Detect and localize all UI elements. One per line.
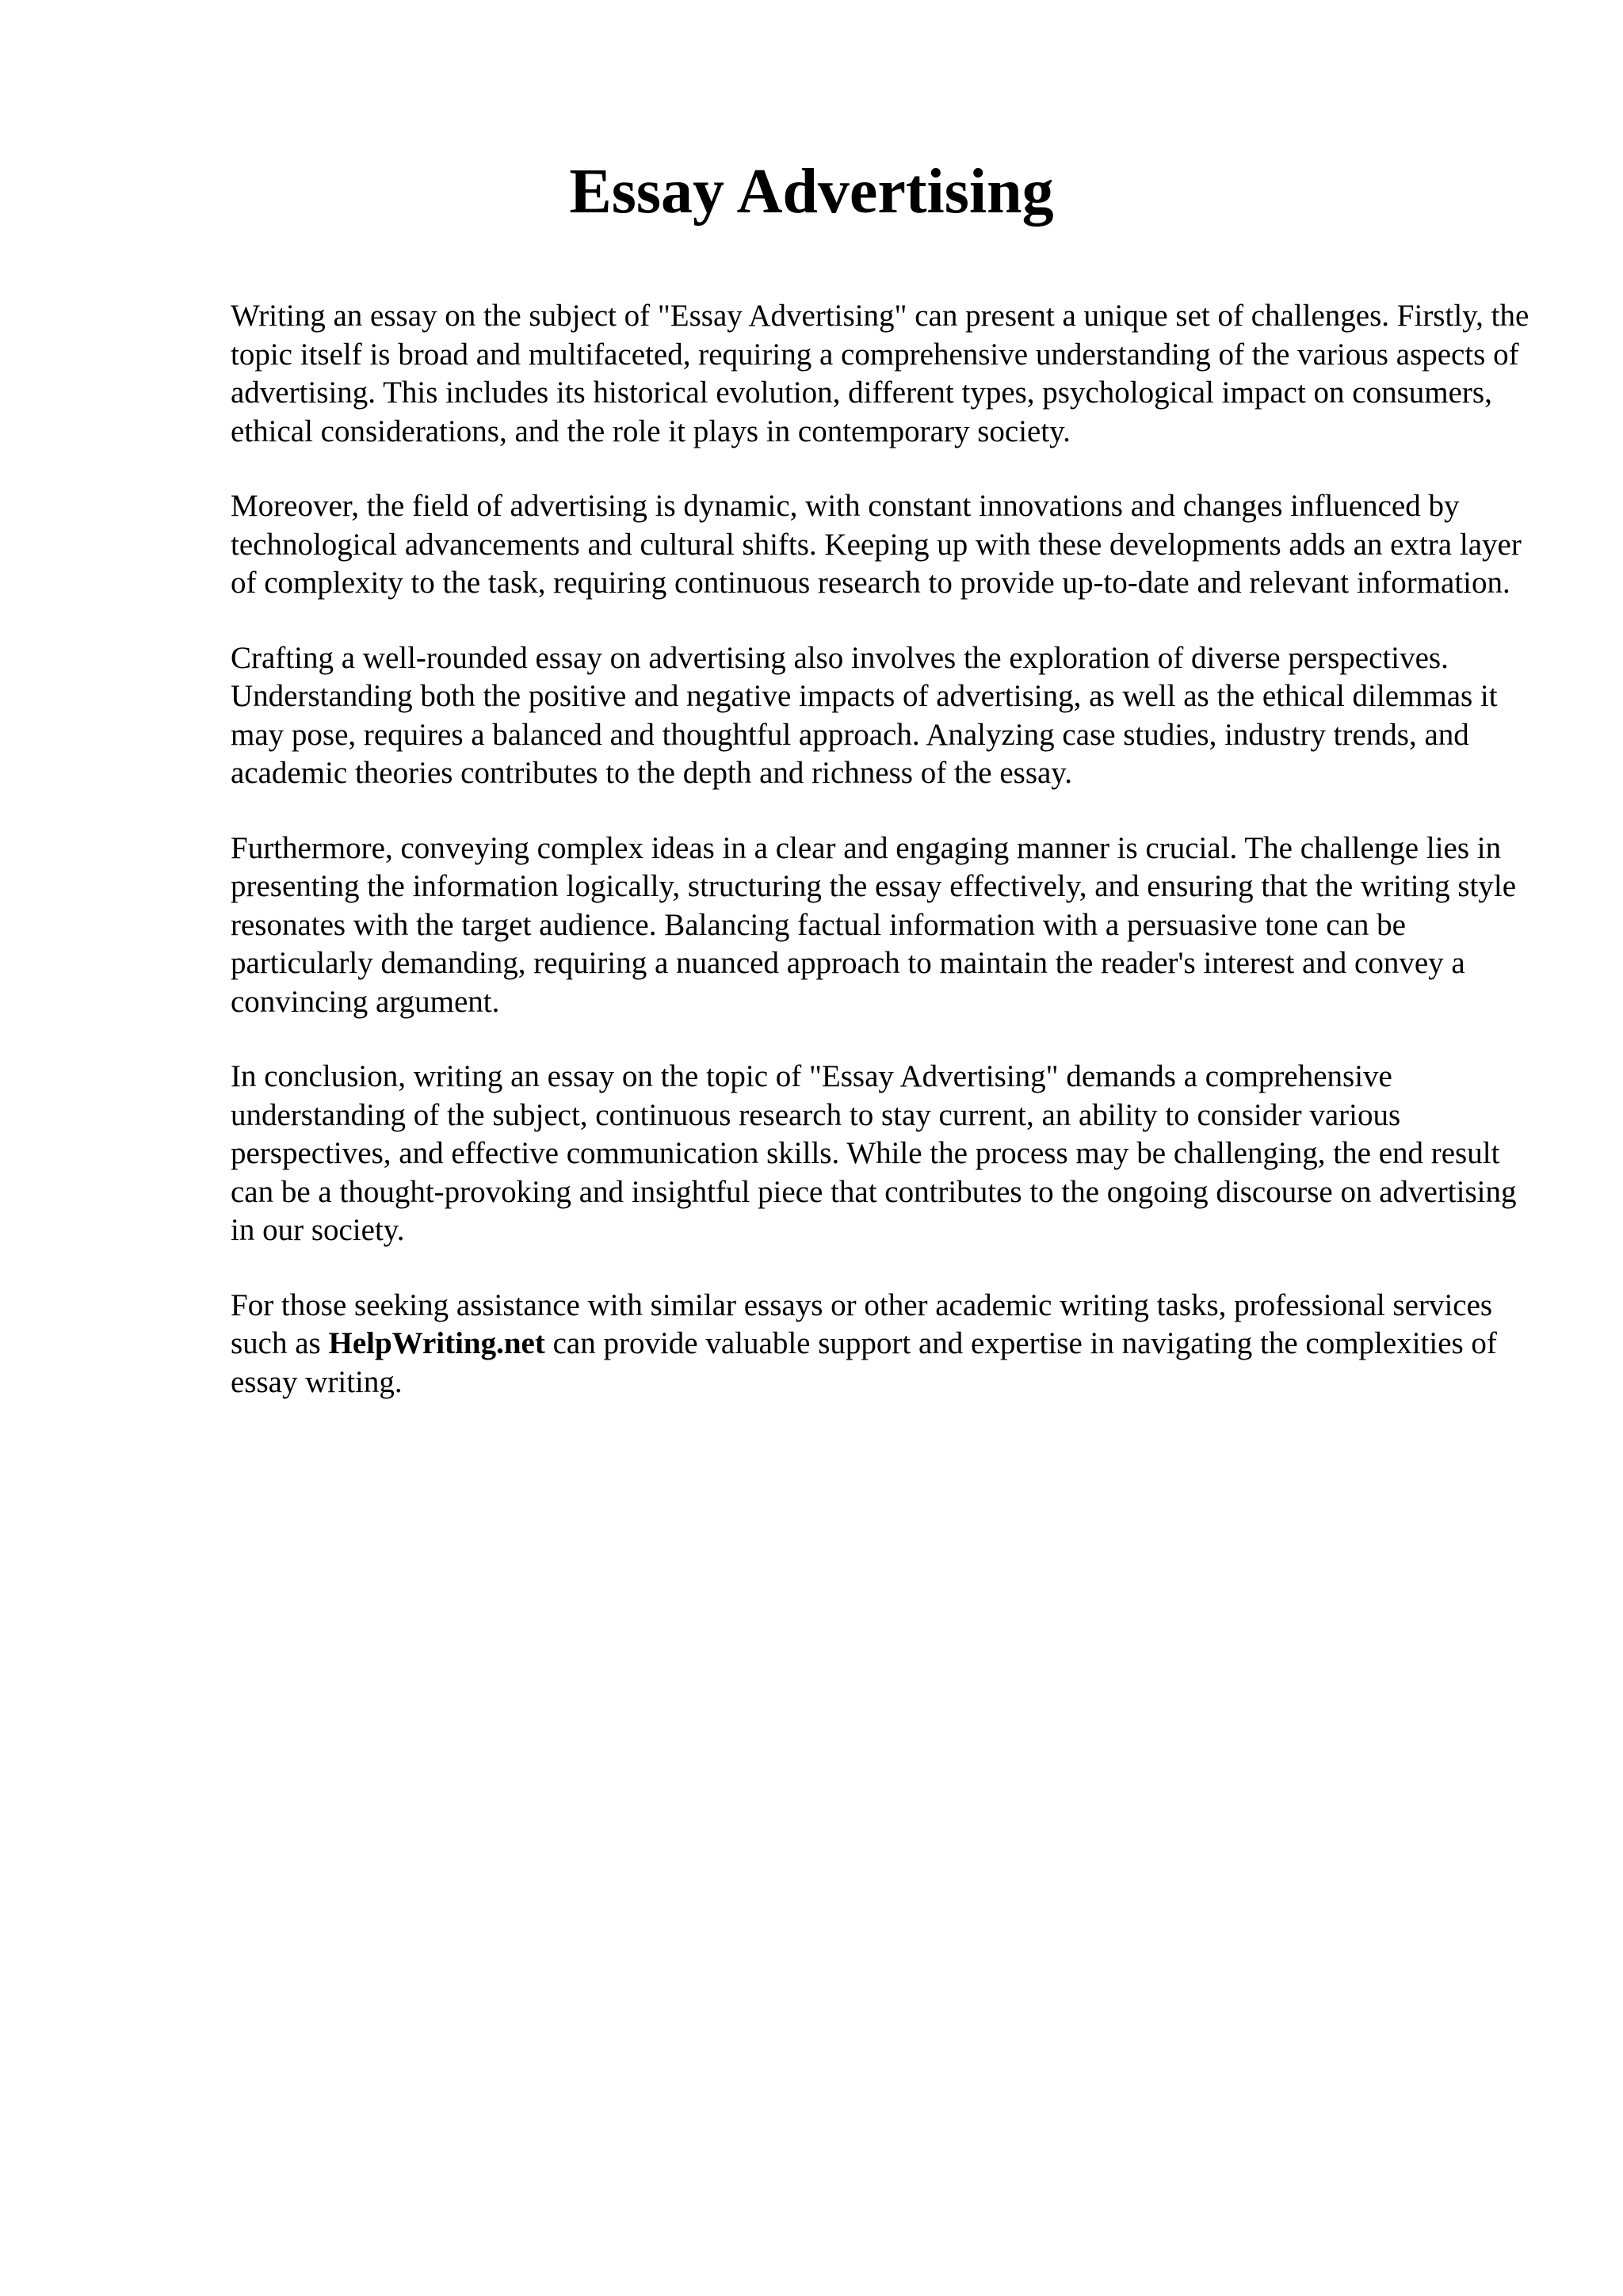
closing-text-after: can provide valuable support and expertise in navigating the complexities of essay writing. bbox=[231, 1326, 1497, 1399]
paragraph-1: Writing an essay on the subject of "Essay Advertising" can present a unique set of challenges. Firstly, the topic itself is broad and multifaceted, requiring a comprehensive understanding of the various aspects of advertising. This includes its historical evolution, different types, psychological impact on consumers, ethical considerations, and the role it plays in contemporary society. bbox=[231, 299, 1529, 448]
paragraph-2: Moreover, the field of advertising is dynamic, with constant innovations and changes influenced by technological advancements and cultural shifts. Keeping up with these developments adds an extra layer of complexity to the task, requiring continuous research to provide up-to-date and relevant information. bbox=[231, 489, 1522, 600]
page-title: Essay Advertising bbox=[569, 157, 1054, 227]
paragraph-5: In conclusion, writing an essay on the topic of "Essay Advertising" demands a comprehensive understanding of the subject, continuous research to stay current, an ability to consider various perspectives, and effective communication skills. While the process may be challenging, the end result can be a thought-provoking and insightful piece that contributes to the ongoing discourse on advertising in our society. bbox=[231, 1059, 1517, 1247]
brand-name: HelpWriting.net bbox=[328, 1326, 545, 1360]
closing-paragraph bbox=[231, 1287, 1546, 1402]
essay-body bbox=[231, 297, 1546, 1438]
paragraph-3: Crafting a well-rounded essay on advertising also involves the exploration of diverse perspectives. Understanding both the positive and negative impacts of advertising, as well as the ethical dilemmas it may pose, requires a balanced and thoughtful approach. Analyzing case studies, industry trends, and academic theories contributes to the depth and richness of the essay. bbox=[231, 640, 1498, 790]
closing-text-before: For those seeking assistance with similar essays or other academic writing tasks, professional services such as bbox=[231, 1287, 1493, 1360]
paragraph-4: Furthermore, conveying complex ideas in a clear and engaging manner is crucial. The challenge lies in presenting the information logically, structuring the essay effectively, and ensuring that the writing style resonates with the target audience. Balancing factual information with a persuasive tone can be particularly demanding, requiring a nuanced approach to maintain the reader's interest and convey a convincing argument. bbox=[231, 830, 1517, 1019]
